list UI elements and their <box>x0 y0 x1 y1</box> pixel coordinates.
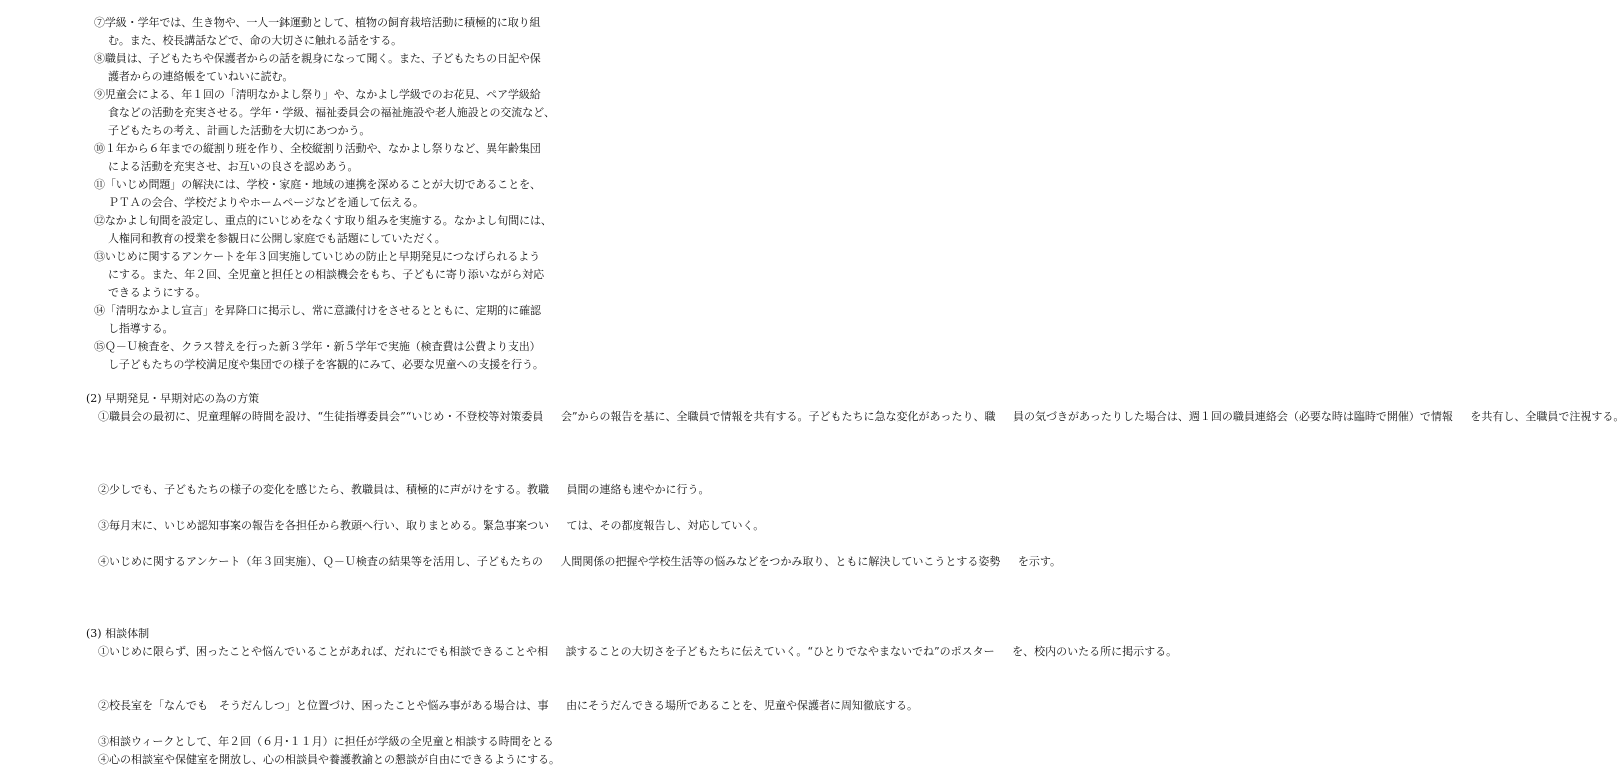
line: ⑦学級・学年では、生き物や、一人一鉢運動として、植物の飼育栽培活動に積極的に取り組 <box>94 16 541 29</box>
line: ④心の相談室や保健室を開放し、心の相談員や養護教諭との懇談が自由にできるようにする。 <box>98 753 560 766</box>
section-2-item-1 <box>98 408 1624 426</box>
line: ①いじめに限らず、困ったことや悩んでいることがあれば、だれにでも相談できることや相 <box>98 645 549 658</box>
section-2-item-4 <box>98 553 1061 571</box>
line: ⑭「清明なかよし宣言」を昇降口に掲示し、常に意識付けをさせるとともに、定期的に確認 <box>94 304 541 317</box>
line: 護者からの連絡帳をていねいに読む。 <box>108 70 294 83</box>
line: ③相談ウィークとして、年２回（６月･１１月）に担任が学級の全児童と相談する時間をとる <box>98 735 554 748</box>
section-3-item-1 <box>98 643 1178 661</box>
line: 人権同和教育の授業を参観日に公開し家庭でも話題にしていただく。 <box>108 232 446 245</box>
line: ⑪「いじめ問題」の解決には、学校・家庭・地域の連携を深めることが大切であることを、 <box>94 178 541 191</box>
line: を共有し、全職員で注視する。 <box>1470 410 1624 423</box>
line: ⑬いじめに関するアンケートを年３回実施していじめの防止と早期発見につなげられるよう <box>94 250 541 263</box>
line: む。また、校長講話などで、命の大切さに触れる話をする。 <box>108 34 403 47</box>
item-10 <box>94 140 606 176</box>
section-3-item-4 <box>98 751 608 769</box>
line: ①職員会の最初に、児童理解の時間を設け、“生徒指導委員会”“いじめ・不登校等対策委員 <box>98 410 544 423</box>
line: し指導する。 <box>108 322 174 335</box>
item-15 <box>94 338 606 374</box>
line: 員間の連絡も速やかに行う。 <box>566 483 710 496</box>
line: ⑨児童会による、年１回の「清明なかよし祭り」や、なかよし学級でのお花見、ペア学級給 <box>94 88 541 101</box>
line: 談することの大切さを子どもたちに伝えていく。“ひとりでなやまないでね”のポスター <box>565 645 995 658</box>
item-7 <box>94 14 606 50</box>
line: 員の気づきがあったりした場合は、週１回の職員連絡会（必要な時は臨時で開催）で情報 <box>1012 410 1453 423</box>
section-3-item-3 <box>98 733 608 751</box>
line: ⑧職員は、子どもたちや保護者からの話を親身になって聞く。また、子どもたちの日記や保 <box>94 52 541 65</box>
line: ④いじめに関するアンケート（年３回実施）、Ｑ－Ｕ検査の結果等を活用し、子どもたちの <box>98 555 543 568</box>
line: ⑮Ｑ－Ｕ検査を、クラス替えを行った新３学年・新５学年で実施（検査費は公費より支出） <box>94 340 541 353</box>
line: ⑫なかよし旬間を設定し、重点的にいじめをなくす取り組みを実施する。なかよし旬間には、 <box>94 214 552 227</box>
section-2-heading: (2) 早期発見・早期対応の為の方策 <box>86 392 260 405</box>
line: ②少しでも、子どもたちの様子の変化を感じたら、教職員は、積極的に声がけをする。教職 <box>98 483 549 496</box>
line: ては、その都度報告し、対応していく。 <box>566 519 765 532</box>
line: を示す。 <box>1017 555 1061 568</box>
line: できるようにする。 <box>108 286 207 299</box>
line: 由にそうだんできる場所であることを、児童や保護者に周知徹底する。 <box>566 699 919 712</box>
line: にする。また、年２回、全児童と担任との相談機会をもち、子どもに寄り添いながら対応 <box>108 268 544 281</box>
item-8 <box>94 50 606 86</box>
line: 会”からの報告を基に、全職員で情報を共有する。子どもたちに急な変化があったり、職 <box>560 410 996 423</box>
line: 人間関係の把握や学校生活等の悩みなどをつかみ取り、ともに解決していこうとする姿勢 <box>560 555 1001 568</box>
item-11 <box>94 176 606 212</box>
line: による活動を充実させ、お互いの良さを認めあう。 <box>108 160 359 173</box>
section-3-item-2 <box>98 697 919 715</box>
item-9 <box>94 86 606 140</box>
line: ＰＴＡの会合、学校だよりやホームページなどを通して伝える。 <box>108 196 424 209</box>
line: 子どもたちの考え、計画した活動を大切にあつかう。 <box>108 124 371 137</box>
section-3-heading: (3) 相談体制 <box>86 627 150 640</box>
line: ③毎月末に、いじめ認知事案の報告を各担任から教頭へ行い、取りまとめる。緊急事案つい <box>98 519 549 532</box>
item-12 <box>94 212 606 248</box>
line: し子どもたちの学校満足度や集団での様子を客観的にみて、必要な児童への支援を行う。 <box>108 358 544 371</box>
section-2-item-2 <box>98 481 710 499</box>
line: 食などの活動を充実させる。学年・学級、福祉委員会の福祉施設や老人施設との交流など、 <box>108 106 555 119</box>
line: ②校長室を「なんでも そうだんしつ」と位置づけ、困ったことや悩み事がある場合は、事 <box>98 699 549 712</box>
item-13 <box>94 248 606 302</box>
section-2-item-3 <box>98 517 765 535</box>
line: ⑩１年から６年までの縦割り班を作り、全校縦割り活動や、なかよし祭りなど、異年齢集団 <box>94 142 541 155</box>
line: を、校内のいたる所に掲示する。 <box>1012 645 1178 658</box>
item-14 <box>94 302 606 338</box>
